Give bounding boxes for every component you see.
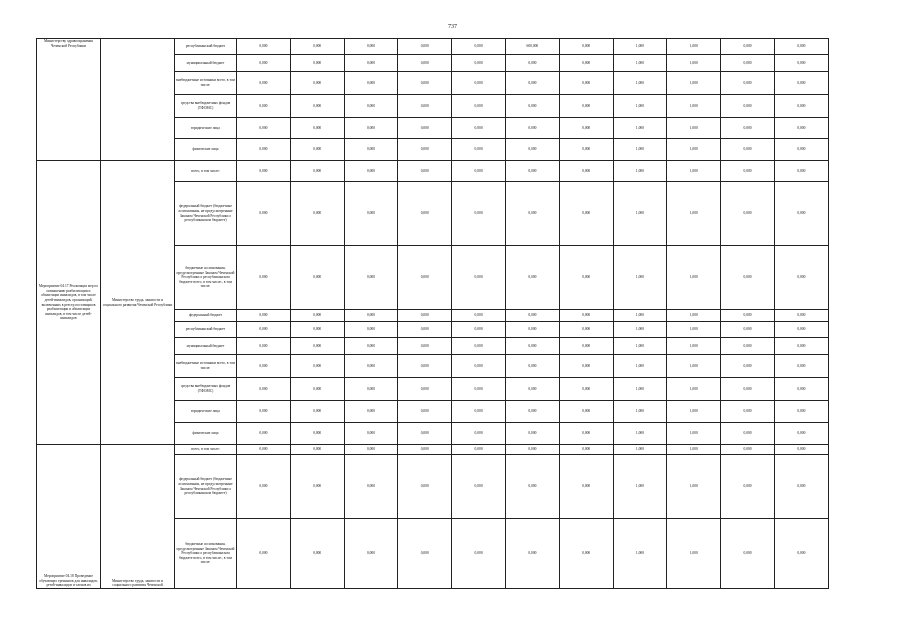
value-cell: 1,000 xyxy=(667,139,721,161)
value-cell: 0,000 xyxy=(452,455,506,519)
value-cell: 0,000 xyxy=(774,139,828,161)
value-cell: 0,000 xyxy=(452,55,506,72)
value-cell: 1,000 xyxy=(667,72,721,95)
value-cell: 0,000 xyxy=(774,161,828,182)
value-cell: 0,000 xyxy=(774,378,828,401)
value-cell: 0,000 xyxy=(559,423,613,445)
value-cell: 0,000 xyxy=(452,445,506,455)
table-row xyxy=(37,161,829,182)
value-cell: 0,000 xyxy=(344,95,398,118)
value-cell: 0,000 xyxy=(237,39,291,55)
value-cell: 0,000 xyxy=(344,445,398,455)
value-cell: 1,000 xyxy=(667,519,721,589)
table-row xyxy=(37,39,829,55)
value-cell: 1,000 xyxy=(667,455,721,519)
value-cell: 0,000 xyxy=(721,455,775,519)
value-cell: 0,000 xyxy=(721,378,775,401)
table-row xyxy=(37,445,829,455)
value-cell: 0,000 xyxy=(505,161,559,182)
value-cell: 0,000 xyxy=(398,55,452,72)
value-cell: 0,000 xyxy=(237,455,291,519)
value-cell: 0,000 xyxy=(290,378,344,401)
value-cell: 0,000 xyxy=(505,519,559,589)
value-cell: 0,000 xyxy=(505,401,559,423)
value-cell: 0,000 xyxy=(237,401,291,423)
value-cell: 0,000 xyxy=(237,246,291,310)
value-cell: 0,000 xyxy=(237,338,291,355)
value-cell: 0,000 xyxy=(398,401,452,423)
funding-source-cell: внебюджетные источники всего, в том числе: xyxy=(175,355,237,378)
value-cell: 0,000 xyxy=(721,355,775,378)
event-name-cell: Мероприятие 04.18 Проведение обучающих тренингов для инвалидов, детей-инвалидов и членов их xyxy=(37,445,101,589)
value-cell: 0,000 xyxy=(452,139,506,161)
value-cell: 0,000 xyxy=(290,355,344,378)
value-cell: 0,000 xyxy=(721,445,775,455)
value-cell: 0,000 xyxy=(237,378,291,401)
value-cell: 0,000 xyxy=(559,39,613,55)
value-cell: 1,000 xyxy=(667,39,721,55)
value-cell: 0,000 xyxy=(774,455,828,519)
value-cell: 0,000 xyxy=(290,55,344,72)
value-cell: 0,000 xyxy=(559,95,613,118)
value-cell: 1,000 xyxy=(613,310,667,322)
value-cell: 0,000 xyxy=(237,310,291,322)
value-cell: 0,000 xyxy=(559,401,613,423)
value-cell: 0,000 xyxy=(290,95,344,118)
value-cell: 0,000 xyxy=(505,55,559,72)
value-cell: 0,000 xyxy=(452,423,506,445)
value-cell: 0,000 xyxy=(237,445,291,455)
funding-source-cell: всего, в том числе: xyxy=(175,161,237,182)
value-cell: 0,000 xyxy=(721,161,775,182)
value-cell: 1,000 xyxy=(613,182,667,246)
value-cell: 0,000 xyxy=(290,161,344,182)
value-cell: 1,000 xyxy=(667,401,721,423)
value-cell: 0,000 xyxy=(721,310,775,322)
funding-source-cell: средства внебюджетных фондов (ТФОМС) xyxy=(175,378,237,401)
page-number: 737 xyxy=(448,24,457,30)
funding-source-cell: федеральный бюджет (бюджетные ассигнования, не предусмотренные Законом Чеченской Республики о республиканском бюджете) xyxy=(175,182,237,246)
value-cell: 1,000 xyxy=(613,246,667,310)
value-cell: 0,000 xyxy=(559,139,613,161)
value-cell: 0,000 xyxy=(452,338,506,355)
value-cell: 0,000 xyxy=(721,519,775,589)
value-cell: 1,000 xyxy=(613,338,667,355)
executor-cell: Министерство труда, занятости и социального развития Чеченской Республики xyxy=(101,161,175,445)
executor-cell: Министерство труда, занятости и социального развития Чеченской xyxy=(101,445,175,589)
value-cell: 0,000 xyxy=(774,182,828,246)
value-cell: 0,000 xyxy=(721,55,775,72)
value-cell: 0,000 xyxy=(559,72,613,95)
value-cell: 0,000 xyxy=(774,423,828,445)
value-cell: 0,000 xyxy=(237,355,291,378)
value-cell: 0,000 xyxy=(452,519,506,589)
value-cell: 0,000 xyxy=(398,95,452,118)
value-cell: 0,000 xyxy=(237,118,291,139)
value-cell: 0,000 xyxy=(452,378,506,401)
value-cell: 0,000 xyxy=(237,139,291,161)
value-cell: 0,000 xyxy=(721,246,775,310)
value-cell: 1,000 xyxy=(613,161,667,182)
value-cell: 0,000 xyxy=(398,338,452,355)
value-cell: 0,000 xyxy=(398,423,452,445)
value-cell: 0,000 xyxy=(237,322,291,338)
value-cell: 0,000 xyxy=(398,246,452,310)
funding-source-cell: юридические лица xyxy=(175,401,237,423)
value-cell: 0,000 xyxy=(290,72,344,95)
value-cell: 0,000 xyxy=(290,322,344,338)
value-cell: 0,000 xyxy=(559,455,613,519)
value-cell: 0,000 xyxy=(344,423,398,445)
value-cell: 0,000 xyxy=(774,39,828,55)
value-cell: 1,000 xyxy=(613,72,667,95)
value-cell: 0,000 xyxy=(559,118,613,139)
value-cell: 0,000 xyxy=(721,401,775,423)
value-cell: 1,000 xyxy=(613,455,667,519)
value-cell: 1,000 xyxy=(667,182,721,246)
value-cell: 0,000 xyxy=(237,72,291,95)
value-cell: 0,000 xyxy=(344,118,398,139)
funding-source-cell: муниципальный бюджет xyxy=(175,55,237,72)
funding-source-cell: всего, в том числе: xyxy=(175,445,237,455)
value-cell: 0,000 xyxy=(505,246,559,310)
value-cell: 0,000 xyxy=(398,310,452,322)
value-cell: 0,000 xyxy=(398,139,452,161)
value-cell: 1,000 xyxy=(613,423,667,445)
funding-source-cell: физические лица xyxy=(175,139,237,161)
value-cell: 0,000 xyxy=(398,378,452,401)
funding-source-cell: юридические лица xyxy=(175,118,237,139)
value-cell: 0,000 xyxy=(290,423,344,445)
value-cell: 0,000 xyxy=(452,310,506,322)
value-cell: 0,000 xyxy=(721,95,775,118)
value-cell: 0,000 xyxy=(774,246,828,310)
value-cell: 1,000 xyxy=(667,445,721,455)
value-cell: 0,000 xyxy=(290,455,344,519)
value-cell: 0,000 xyxy=(505,423,559,445)
value-cell: 0,000 xyxy=(344,455,398,519)
value-cell: 1,000 xyxy=(613,55,667,72)
funding-source-cell: республиканский бюджет xyxy=(175,39,237,55)
value-cell: 0,000 xyxy=(398,455,452,519)
value-cell: 0,000 xyxy=(237,161,291,182)
event-name-cell: Мероприятие 04.17 Реализация мер по повышению реабилитации и абилитации инвалидов, в том числе детей-инвалидов, организаций, включенных в реестр поставщиков реабилитации и абилитации инвалидов, в том числе детей-инвалидов xyxy=(37,161,101,445)
value-cell: 0,000 xyxy=(398,161,452,182)
value-cell: 1,000 xyxy=(613,118,667,139)
value-cell: 0,000 xyxy=(559,246,613,310)
value-cell: 1,000 xyxy=(613,519,667,589)
value-cell: 1,000 xyxy=(613,378,667,401)
value-cell: 0,000 xyxy=(237,55,291,72)
value-cell: 1,000 xyxy=(667,423,721,445)
value-cell: 0,000 xyxy=(559,55,613,72)
value-cell: 0,000 xyxy=(344,246,398,310)
value-cell: 0,000 xyxy=(559,338,613,355)
value-cell: 0,000 xyxy=(290,246,344,310)
value-cell: 0,000 xyxy=(452,246,506,310)
value-cell: 1,000 xyxy=(667,355,721,378)
value-cell: 0,000 xyxy=(344,72,398,95)
value-cell: 0,000 xyxy=(452,401,506,423)
value-cell: 0,000 xyxy=(398,182,452,246)
value-cell: 1,000 xyxy=(667,161,721,182)
value-cell: 0,000 xyxy=(398,519,452,589)
value-cell: 0,000 xyxy=(398,355,452,378)
value-cell: 0,000 xyxy=(559,378,613,401)
value-cell: 0,000 xyxy=(344,519,398,589)
funding-source-cell: федеральный бюджет xyxy=(175,310,237,322)
value-cell: 0,000 xyxy=(344,355,398,378)
value-cell: 0,000 xyxy=(398,445,452,455)
value-cell: 0,000 xyxy=(290,182,344,246)
value-cell: 0,000 xyxy=(290,401,344,423)
value-cell: 0,000 xyxy=(774,55,828,72)
value-cell: 0,000 xyxy=(290,139,344,161)
value-cell: 0,000 xyxy=(505,445,559,455)
funding-source-cell: республиканский бюджет xyxy=(175,322,237,338)
value-cell: 1,000 xyxy=(667,118,721,139)
value-cell: 0,000 xyxy=(774,72,828,95)
value-cell: 0,000 xyxy=(344,310,398,322)
value-cell: 0,000 xyxy=(452,72,506,95)
value-cell: 0,000 xyxy=(559,310,613,322)
value-cell: 0,000 xyxy=(774,95,828,118)
value-cell: 0,000 xyxy=(237,423,291,445)
value-cell: 0,000 xyxy=(290,338,344,355)
value-cell: 0,000 xyxy=(290,39,344,55)
value-cell: 1,000 xyxy=(667,338,721,355)
value-cell: 0,000 xyxy=(452,118,506,139)
value-cell: 0,000 xyxy=(505,455,559,519)
value-cell: 0,000 xyxy=(559,322,613,338)
funding-source-cell: федеральный бюджет (бюджетные ассигнования, не предусмотренные Законом Чеченской Республики о республиканском бюджете) xyxy=(175,455,237,519)
value-cell: 0,000 xyxy=(452,161,506,182)
value-cell: 0,000 xyxy=(398,39,452,55)
value-cell: 0,000 xyxy=(774,445,828,455)
value-cell: 0,000 xyxy=(398,322,452,338)
executor-cell xyxy=(101,39,175,161)
value-cell: 1,000 xyxy=(667,55,721,72)
value-cell: 0,000 xyxy=(344,39,398,55)
funding-source-cell: средства внебюджетных фондов (ТФОМС) xyxy=(175,95,237,118)
value-cell: 0,000 xyxy=(505,182,559,246)
value-cell: 0,000 xyxy=(344,55,398,72)
value-cell: 0,000 xyxy=(559,519,613,589)
value-cell: 0,000 xyxy=(505,139,559,161)
value-cell: 0,000 xyxy=(774,322,828,338)
value-cell: 0,000 xyxy=(344,338,398,355)
value-cell: 1,000 xyxy=(613,322,667,338)
value-cell: 0,000 xyxy=(505,378,559,401)
value-cell: 0,000 xyxy=(774,355,828,378)
value-cell: 0,000 xyxy=(559,161,613,182)
value-cell: 0,000 xyxy=(774,118,828,139)
value-cell: 0,000 xyxy=(452,95,506,118)
value-cell: 0,000 xyxy=(505,338,559,355)
funding-source-cell: внебюджетные источники всего, в том числе: xyxy=(175,72,237,95)
value-cell: 600,000 xyxy=(505,39,559,55)
value-cell: 1,000 xyxy=(667,310,721,322)
value-cell: 0,000 xyxy=(774,338,828,355)
value-cell: 1,000 xyxy=(667,246,721,310)
value-cell: 0,000 xyxy=(452,182,506,246)
value-cell: 0,000 xyxy=(505,310,559,322)
funding-source-cell: бюджетные ассигнования, предусмотренные Законом Чеченской Республики о республиканском бюджете всего, в том числе:, в том числе: xyxy=(175,246,237,310)
value-cell: 1,000 xyxy=(667,378,721,401)
value-cell: 0,000 xyxy=(237,519,291,589)
value-cell: 0,000 xyxy=(721,72,775,95)
value-cell: 0,000 xyxy=(344,322,398,338)
event-name-cell: Министерству здравоохранения Чеченской Республики xyxy=(37,39,101,161)
funding-source-cell: бюджетные ассигнования, предусмотренные Законом Чеченской Республики о республиканском бюджете всего, в том числе:, в том числе: xyxy=(175,519,237,589)
value-cell: 0,000 xyxy=(398,72,452,95)
value-cell: 0,000 xyxy=(344,139,398,161)
value-cell: 0,000 xyxy=(505,355,559,378)
value-cell: 0,000 xyxy=(398,118,452,139)
value-cell: 1,000 xyxy=(667,95,721,118)
value-cell: 0,000 xyxy=(721,338,775,355)
value-cell: 0,000 xyxy=(505,118,559,139)
value-cell: 0,000 xyxy=(721,182,775,246)
value-cell: 0,000 xyxy=(290,118,344,139)
value-cell: 0,000 xyxy=(290,310,344,322)
value-cell: 0,000 xyxy=(344,182,398,246)
value-cell: 1,000 xyxy=(613,139,667,161)
value-cell: 1,000 xyxy=(613,95,667,118)
value-cell: 1,000 xyxy=(613,401,667,423)
value-cell: 0,000 xyxy=(344,401,398,423)
funding-source-cell: муниципальный бюджет xyxy=(175,338,237,355)
value-cell: 0,000 xyxy=(452,355,506,378)
funding-source-cell: физические лица xyxy=(175,423,237,445)
value-cell: 0,000 xyxy=(721,39,775,55)
value-cell: 1,000 xyxy=(613,355,667,378)
value-cell: 1,000 xyxy=(613,39,667,55)
value-cell: 0,000 xyxy=(559,182,613,246)
value-cell: 0,000 xyxy=(505,322,559,338)
funding-table xyxy=(36,38,829,589)
value-cell: 0,000 xyxy=(721,118,775,139)
value-cell: 0,000 xyxy=(559,445,613,455)
value-cell: 0,000 xyxy=(559,355,613,378)
value-cell: 0,000 xyxy=(505,72,559,95)
value-cell: 0,000 xyxy=(774,401,828,423)
value-cell: 0,000 xyxy=(505,95,559,118)
value-cell: 1,000 xyxy=(613,445,667,455)
value-cell: 0,000 xyxy=(721,322,775,338)
value-cell: 0,000 xyxy=(344,378,398,401)
value-cell: 0,000 xyxy=(774,519,828,589)
value-cell: 0,000 xyxy=(452,39,506,55)
value-cell: 0,000 xyxy=(721,139,775,161)
value-cell: 0,000 xyxy=(290,519,344,589)
value-cell: 1,000 xyxy=(667,322,721,338)
value-cell: 0,000 xyxy=(290,445,344,455)
value-cell: 0,000 xyxy=(237,182,291,246)
value-cell: 0,000 xyxy=(774,310,828,322)
value-cell: 0,000 xyxy=(237,95,291,118)
value-cell: 0,000 xyxy=(452,322,506,338)
value-cell: 0,000 xyxy=(344,161,398,182)
value-cell: 0,000 xyxy=(721,423,775,445)
